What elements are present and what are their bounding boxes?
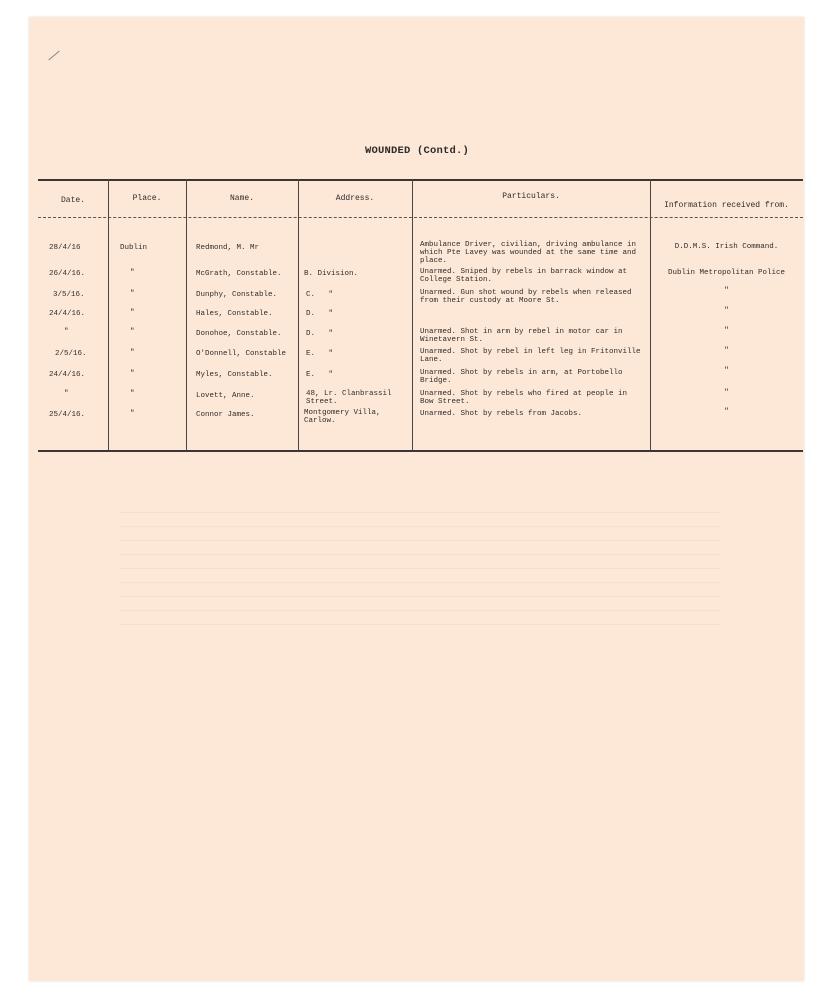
cell-date: 2/5/16. bbox=[55, 350, 87, 358]
cell-particulars: Ambulance Driver, civilian, driving ambulance in which Pte Lavey was wounded at the same time and place. bbox=[420, 241, 637, 265]
casualty-table bbox=[38, 179, 803, 452]
cell-place: Dublin bbox=[120, 244, 148, 252]
cell-date: 24/4/16. bbox=[49, 310, 86, 318]
cell-place: " bbox=[130, 269, 135, 277]
cell-date: 3/5/16. bbox=[53, 291, 85, 299]
cell-name: Dunphy, Constable. bbox=[196, 291, 278, 299]
cell-address: D. " bbox=[306, 330, 334, 338]
cell-address: E. " bbox=[306, 371, 334, 379]
header-place: Place. bbox=[132, 194, 162, 203]
cell-address: B. Division. bbox=[304, 270, 359, 278]
cell-address: Montgomery Villa, Carlow. bbox=[304, 409, 381, 425]
cell-place: " bbox=[130, 349, 135, 357]
header-particulars: Particulars. bbox=[502, 192, 560, 201]
cell-name: Hales, Constable. bbox=[196, 310, 273, 318]
cell-particulars: Unarmed. Shot by rebel in left leg in Fritonville Lane. bbox=[420, 348, 641, 364]
header-address: Address. bbox=[335, 194, 375, 203]
cell-information: " bbox=[724, 367, 729, 375]
cell-information: " bbox=[724, 287, 729, 295]
cell-information: " bbox=[724, 327, 729, 335]
cell-place: " bbox=[130, 309, 135, 317]
header-name: Name. bbox=[229, 194, 254, 203]
cell-date: 26/4/16. bbox=[49, 270, 86, 278]
cell-information: " bbox=[724, 307, 729, 315]
page-title: WOUNDED (Contd.) bbox=[364, 145, 470, 157]
cell-particulars: Unarmed. Shot by rebels from Jacobs. bbox=[420, 410, 583, 418]
cell-date: 25/4/16. bbox=[49, 411, 86, 419]
header-information: Information received from. bbox=[664, 201, 789, 210]
cell-particulars: Unarmed. Shot by rebels who fired at people in Bow Street. bbox=[420, 390, 628, 406]
cell-name: Lovett, Anne. bbox=[196, 392, 255, 400]
column-divider bbox=[108, 179, 109, 450]
cell-date: 24/4/16. bbox=[49, 371, 86, 379]
column-divider bbox=[298, 179, 299, 450]
cell-information: " bbox=[724, 408, 729, 416]
cell-place: " bbox=[130, 390, 135, 398]
header-date: Date. bbox=[60, 196, 85, 205]
cell-particulars: Unarmed. Shot by rebels in arm, at Portobello Bridge. bbox=[420, 369, 623, 385]
cell-place: " bbox=[130, 370, 135, 378]
cell-name: Donohoe, Constable. bbox=[196, 330, 282, 338]
cell-address: 48, Lr. Clanbrassil Street. bbox=[306, 390, 392, 406]
cell-name: Redmond, M. Mr bbox=[196, 244, 260, 252]
paper-sheet bbox=[29, 17, 804, 981]
cell-place: " bbox=[130, 410, 135, 418]
table-bottom-rule bbox=[38, 450, 803, 452]
cell-place: " bbox=[130, 290, 135, 298]
cell-address: D. " bbox=[306, 310, 334, 318]
cell-information: Dublin Metropolitan Police bbox=[667, 269, 786, 277]
table-top-rule bbox=[38, 179, 803, 181]
bleed-through-marks bbox=[120, 505, 720, 625]
cell-date: " bbox=[64, 390, 69, 398]
cell-name: Myles, Constable. bbox=[196, 371, 273, 379]
cell-name: McGrath, Constable. bbox=[196, 270, 282, 278]
cell-information: " bbox=[724, 389, 729, 397]
cell-address: C. " bbox=[306, 291, 334, 299]
cell-address: E. " bbox=[306, 350, 334, 358]
cell-particulars: Unarmed. Sniped by rebels in barrack window at College Station. bbox=[420, 268, 628, 284]
column-divider bbox=[186, 179, 187, 450]
column-divider bbox=[412, 179, 413, 450]
header-rule bbox=[38, 217, 803, 218]
cell-date: 28/4/16 bbox=[49, 244, 81, 252]
cell-particulars: Unarmed. Gun shot wound by rebels when released from their custody at Moore St. bbox=[420, 289, 632, 305]
cell-name: Connor James. bbox=[196, 411, 255, 419]
cell-information: D.D.M.S. Irish Command. bbox=[674, 243, 779, 251]
cell-particulars: Unarmed. Shot in arm by rebel in motor car in Winetavern St. bbox=[420, 328, 623, 344]
cell-date: " bbox=[64, 328, 69, 336]
cell-place: " bbox=[130, 328, 135, 336]
cell-name: O'Donnell, Constable bbox=[196, 350, 287, 358]
cell-information: " bbox=[724, 347, 729, 355]
